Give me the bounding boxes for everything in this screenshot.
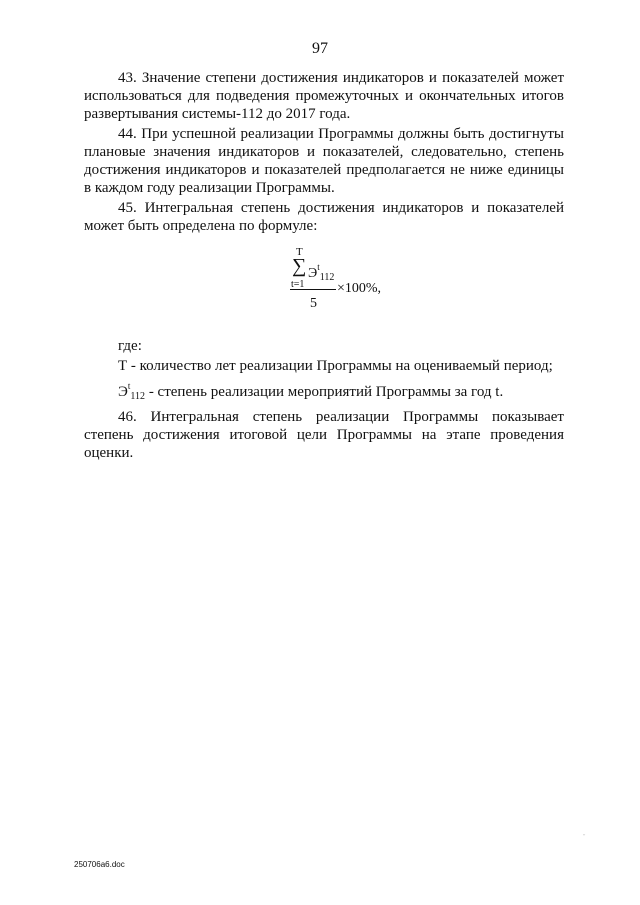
definition-E-sub: 112 [130, 391, 146, 402]
formula [84, 241, 564, 331]
formula-term-sub: 112 [319, 272, 335, 283]
definition-E-sup: t [127, 381, 131, 391]
formula-sum-symbol: ∑ [292, 255, 307, 277]
footer-filename: 250706a6.doc [74, 860, 125, 869]
corner-mark: " [583, 834, 586, 840]
formula-lower-limit: t=1 [291, 279, 305, 290]
paragraph-44: 44. При успешной реализации Программы должны быть достигнуты плановые значения индикаторов и показателей, следовательно, степень достижения индикаторов и показателей предполагается не ниже единицы в каждом году реализации Программы. [84, 126, 564, 196]
formula-multiplier: ×100%, [337, 281, 382, 296]
formula-upper-limit: T [296, 246, 303, 258]
document-body [84, 69, 564, 464]
paragraph-43: 43. Значение степени достижения индикаторов и показателей может использоваться для подведения промежуточных и окончательных итогов развертывания системы-112 до 2017 года. [84, 70, 564, 122]
paragraph-46: 46. Интегральная степень реализации Программы показывает степень достижения итоговой цели Программы на этапе проведения оценки. [84, 409, 564, 461]
formula-term [308, 260, 334, 285]
definition-E [84, 377, 564, 406]
formula-term-letter: Э [308, 266, 318, 281]
definition-E-text: - степень реализации мероприятий Программы за год t. [145, 384, 504, 400]
page-number: 97 [312, 40, 328, 57]
definition-E-symbol: Э [118, 384, 128, 400]
definition-T: Т - количество лет реализации Программы на оцениваемый период; [118, 358, 553, 374]
formula-term-sup: t [317, 262, 320, 272]
where-label: где: [118, 338, 142, 354]
formula-fraction-line [290, 289, 336, 290]
formula-denominator: 5 [310, 296, 317, 311]
paragraph-45: 45. Интегральная степень достижения индикаторов и показателей может быть определена по формуле: [84, 200, 564, 234]
